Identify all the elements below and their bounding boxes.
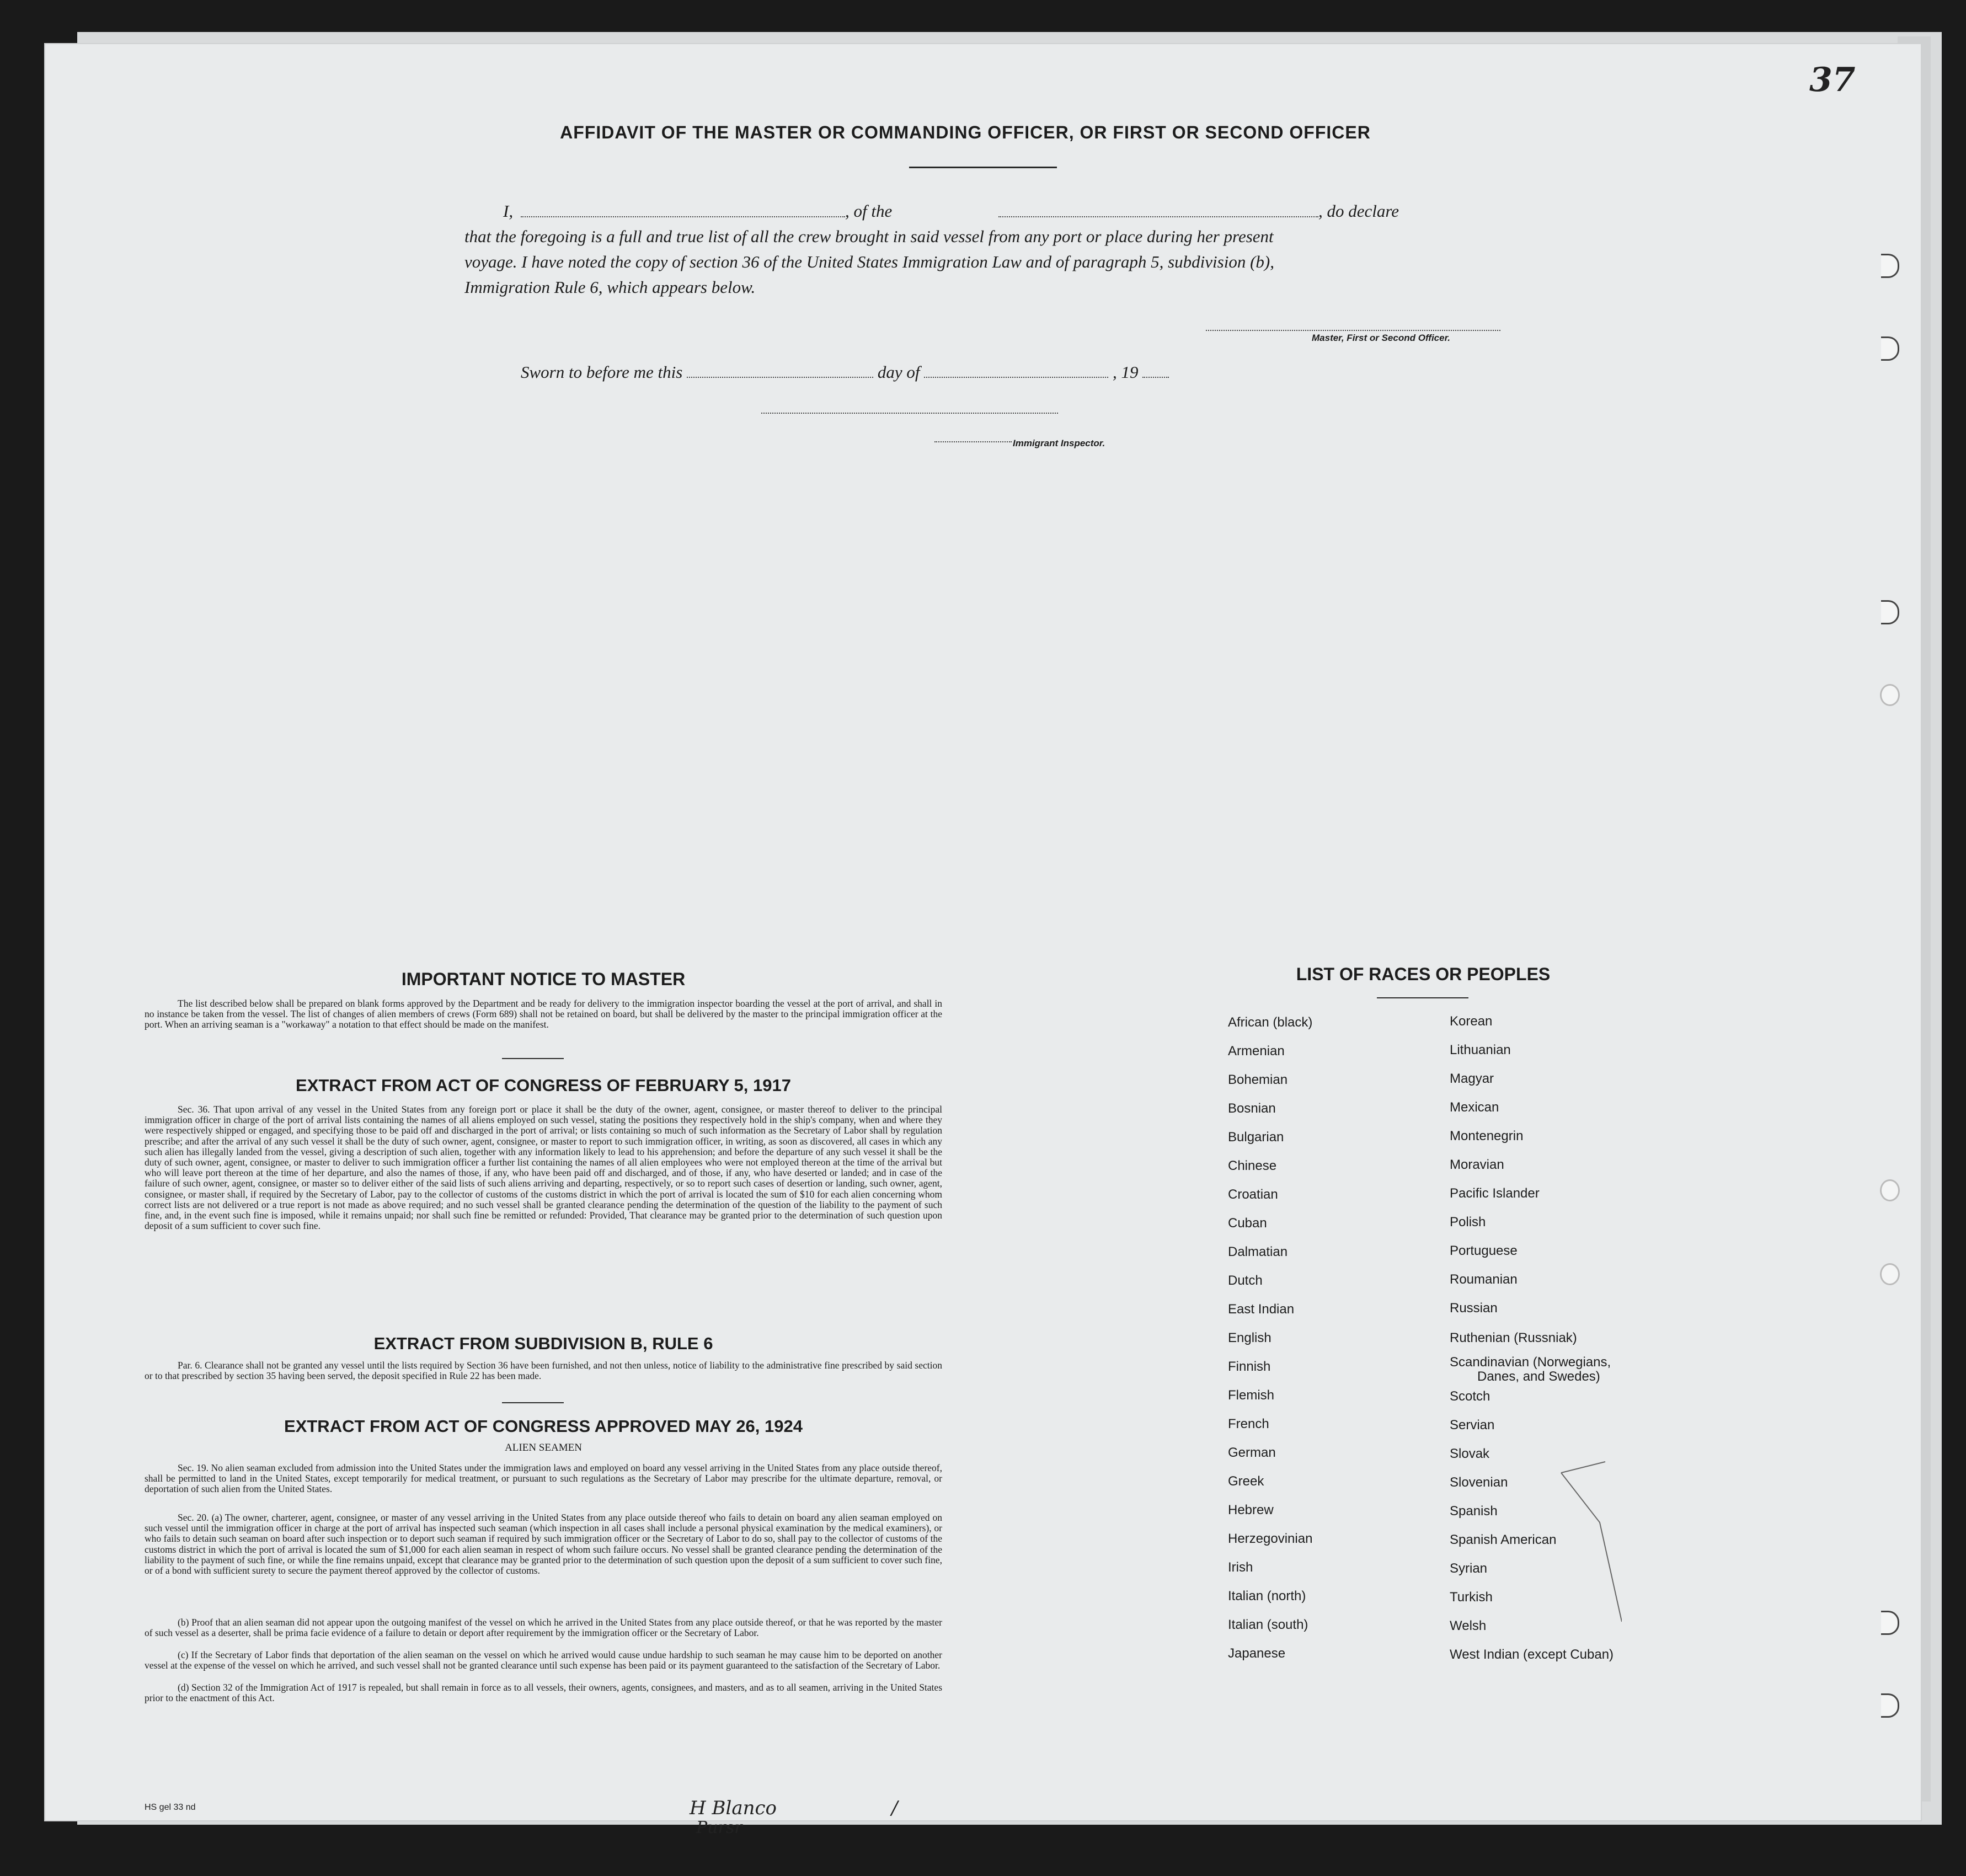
race-item: Dalmatian — [1228, 1244, 1288, 1259]
race-item: German — [1228, 1445, 1276, 1460]
year-blank — [1142, 361, 1169, 378]
rule6-divider — [502, 1402, 564, 1403]
do-declare-label: , do declare — [1318, 201, 1399, 221]
rule6-heading: EXTRACT FROM SUBDIVISION B, RULE 6 — [373, 1334, 713, 1353]
race-item: Scotch — [1450, 1389, 1490, 1404]
race-item: Danes, and Swedes) — [1477, 1369, 1600, 1384]
race-item: Chinese — [1228, 1158, 1277, 1173]
race-item: Slovenian — [1450, 1475, 1508, 1490]
month-blank — [924, 361, 1108, 378]
race-item: Syrian — [1450, 1561, 1488, 1576]
race-item: Croatian — [1228, 1187, 1278, 1202]
race-item: African (black) — [1228, 1015, 1313, 1030]
of-the-label: , of the — [845, 201, 893, 221]
races-heading: LIST OF RACES OR PEOPLES — [1296, 964, 1551, 984]
race-item: East Indian — [1228, 1302, 1295, 1317]
race-item: Scandinavian (Norwegians, — [1450, 1355, 1611, 1370]
race-item: Armenian — [1228, 1044, 1285, 1059]
race-item: Japanese — [1228, 1646, 1286, 1661]
form-identifier: HS gel 33 nd — [145, 1803, 196, 1812]
inspector-short-line — [934, 441, 1012, 442]
handwritten-stroke: / — [891, 1797, 898, 1819]
extract-1924-sec20a: Sec. 20. (a) The owner, charterer, agent, consignee, or master of any vessel arriving in the United States from any place outside thereof who fails to detain on board any alien seaman employed on such vessel until the immigration officer in charge at the port of arrival has inspected such seaman (which inspection in all cases shall include a personal physical examination by the medical examiners), or who fails to detain such seaman on board after such inspection or to deport such seaman if required by such immigration officer or the Secretary of Labor to do so, shall pay to the collector of customs of the customs district in which the port of arrival is located the sum of $1,000 for each alien seaman in respect of whom such failure occurs. No vessel shall be granted clearance pending the determination of the liability to the payment of such fine, or while the fine remains unpaid, except that clearance may be granted prior to the determination of such question upon the deposit of a sum sufficient to cover such fine, or of a bond with sufficient surety to secure the payment thereof approved by the collector of customs. — [145, 1512, 942, 1576]
i-label: I, — [503, 201, 514, 221]
race-item: Ruthenian (Russniak) — [1450, 1330, 1577, 1345]
extract-1924-sec20b: (b) Proof that an alien seaman did not appear upon the outgoing manifest of the vessel on which he arrived in the United States from any place outside thereof, or that he was reported by the master of such vessel as a deserter, shall be prima facie evidence of a failure to detain or deport after requirement by the immigration officer or the Secretary of Labor. — [145, 1617, 942, 1639]
race-item: Russian — [1450, 1301, 1498, 1316]
race-item: Turkish — [1450, 1590, 1493, 1605]
extract-1924-sec19: Sec. 19. No alien seaman excluded from admission into the United States under the immigration laws and employed on board any vessel arriving in the United States from any place outside thereof, shall be permitted to land in the United States, except temporarily for medical treatment, or pursuant to such regulations as the Secretary of Labor may prescribe for the ultimate departure, removal, or deportation of such alien from the United States. — [145, 1462, 942, 1495]
race-item: Montenegrin — [1450, 1129, 1524, 1143]
race-item: Finnish — [1228, 1359, 1271, 1374]
master-signature-label: Master, First or Second Officer. — [1312, 333, 1450, 343]
extract-1917-heading: EXTRACT FROM ACT OF CONGRESS OF FEBRUARY 5, 1917 — [296, 1076, 791, 1095]
race-item: Irish — [1228, 1560, 1253, 1575]
race-item: Mexican — [1450, 1100, 1499, 1115]
race-item: Polish — [1450, 1215, 1486, 1230]
race-item: Servian — [1450, 1418, 1495, 1433]
race-item: French — [1228, 1417, 1269, 1431]
declaration-line-1 — [464, 199, 1502, 224]
corner-handwritten-number: 37 — [1809, 61, 1856, 99]
bleed-through-text — [1578, 138, 1582, 157]
declaration-block — [464, 199, 1502, 300]
handwritten-signature: H Blanco — [690, 1797, 777, 1819]
pencil-mark — [1489, 1456, 1622, 1633]
sworn-line — [521, 361, 1169, 382]
race-item: Flemish — [1228, 1388, 1275, 1403]
binder-hole — [1880, 1263, 1900, 1285]
declaration-line-2: that the foregoing is a full and true list of all the crew brought in said vessel from any port or place during her present — [464, 227, 1274, 246]
name-blank — [521, 201, 845, 217]
affidavit-title: AFFIDAVIT OF THE MASTER OR COMMANDING OFFICER, OR FIRST OR SECOND OFFICER — [560, 122, 1371, 142]
sworn-prefix: Sworn to before me this — [521, 362, 683, 382]
race-item: Portuguese — [1450, 1243, 1518, 1258]
extract-1924-sec20d: (d) Section 32 of the Immigration Act of 1917 is repealed, but shall remain in force as to all vessels, their owners, agents, consignees, and masters, and as to all seamen, arriving in the United States prior to the enactment of this Act. — [145, 1682, 942, 1704]
year-prefix: , 19 — [1112, 362, 1139, 382]
rule6-text: Par. 6. Clearance shall not be granted any vessel until the lists required by Section 36 have been furnished, and not then unless, notice of liability to the administrative fine prescribed by said section or to that prescribed by section 35 having been served, the deposit specified in Rule 22 has been made. — [145, 1360, 942, 1382]
races-divider — [1377, 997, 1468, 998]
notice-heading: IMPORTANT NOTICE TO MASTER — [401, 969, 686, 989]
notice-text: The list described below shall be prepared on blank forms approved by the Department and be ready for delivery to the immigration inspector boarding the vessel at the port of arrival, and shall in no instance be taken from the vessel. The list of changes of alien members of crews (Form 689) shall not be retained on board, but shall be delivered by the master to the principal immigration officer at the port. When an arriving seaman is a "workaway" a notation to that effect should be made on the manifest. — [145, 998, 942, 1030]
extract-1924-subheading: ALIEN SEAMEN — [505, 1442, 582, 1453]
race-item: West Indian (except Cuban) — [1450, 1647, 1614, 1662]
race-item: Bohemian — [1228, 1072, 1288, 1087]
handwritten-title: Pursr — [696, 1818, 742, 1837]
race-item: Herzegovinian — [1228, 1531, 1313, 1546]
race-item: Bulgarian — [1228, 1130, 1284, 1145]
inspector-signature-line — [761, 413, 1058, 414]
vessel-blank — [998, 201, 1318, 217]
extract-1924-sec20c: (c) If the Secretary of Labor finds that deportation of the alien seaman on the vessel on which he arrived would cause undue hardship to such seaman he may cause him to be deported on another vessel at the expense of the vessel on which he arrived, and such vessel shall not be granted clearance until such expense has been paid or its payment guaranteed to the satisfaction of the Secretary of Labor. — [145, 1649, 942, 1671]
race-item: Spanish American — [1450, 1532, 1557, 1547]
race-item: English — [1228, 1330, 1272, 1345]
race-item: Lithuanian — [1450, 1043, 1511, 1057]
day-of-label: day of — [877, 362, 920, 382]
race-item: Bosnian — [1228, 1101, 1276, 1116]
notice-divider — [502, 1058, 564, 1059]
extract-1924-heading: EXTRACT FROM ACT OF CONGRESS APPROVED MAY 26, 1924 — [284, 1417, 803, 1436]
race-item: Slovak — [1450, 1446, 1490, 1461]
race-item: Italian (north) — [1228, 1589, 1306, 1604]
binder-hole — [1880, 684, 1900, 706]
declaration-line-3: voyage. I have noted the copy of section 36 of the United States Immigration Law and of paragraph 5, subdivision (b), — [464, 252, 1274, 271]
race-item: Moravian — [1450, 1157, 1504, 1172]
race-item: Cuban — [1228, 1216, 1267, 1231]
race-item: Greek — [1228, 1474, 1264, 1489]
inspector-label: Immigrant Inspector. — [1013, 438, 1105, 448]
race-item: Roumanian — [1450, 1272, 1518, 1287]
race-item: Italian (south) — [1228, 1617, 1308, 1632]
declaration-line-4: Immigration Rule 6, which appears below. — [464, 277, 756, 297]
race-item: Welsh — [1450, 1618, 1487, 1633]
day-blank — [687, 361, 873, 378]
race-item: Korean — [1450, 1014, 1493, 1029]
race-item: Magyar — [1450, 1071, 1494, 1086]
extract-1917-text: Sec. 36. That upon arrival of any vessel in the United States from any foreign port or place it shall be the duty of the owner, agent, consignee, or master thereof to deliver to the principal immigration officer in charge of the port of arrival lists containing the names of all aliens employed on such vessel, stating the positions they respectively hold in the ship's company, when and where they were respectively shipped or engaged, and specifying those to be paid off and discharged in the port of arrival; or lists containing so much of such information as the Secretary of Labor shall by regulation prescribe; and after the arrival of any such vessel it shall be the duty of such owner, agent, consignee, or master to report to such immigration officer, in writing, as soon as discovered, all cases in which any such alien has illegally landed from the vessel, giving a description of such alien, together with any information likely to lead to his apprehension; and before the departure of any such vessel it shall be the duty of such owner, agent, consignee, or master to deliver to such immigration officer a further list containing the names of all alien employees who were not employed thereon at the time of the arrival but who will leave port thereon at the time of her departure, and also the names of those, if any, who have been paid off and discharged, and of those, if any, who have deserted or landed; and in case of the failure of such owner, agent, consignee, or master so to deliver either of the said lists of such aliens arriving and departing, respectively, or so to report such cases of desertion or landing, such owner, agent, consignee, or master shall, if required by the Secretary of Labor, pay to the collector of customs of the customs district in which the port of arrival is located the sum of $10 for each alien concerning whom correct lists are not delivered or a true report is not made as above required; and no such vessel shall be granted clearance pending the determination of the question of the liability to the payment of such fine, and, in the event such fine is imposed, while it remains unpaid; nor shall such fine be remitted or refunded: Provided, That clearance may be granted prior to the determination of such question upon deposit of a sum sufficient to cover such fine. — [145, 1104, 942, 1232]
master-signature-line — [1206, 330, 1500, 331]
race-item: Hebrew — [1228, 1503, 1274, 1517]
race-item: Pacific Islander — [1450, 1186, 1540, 1201]
race-item: Dutch — [1228, 1273, 1263, 1288]
race-item: Spanish — [1450, 1504, 1498, 1519]
binder-hole — [1880, 1179, 1900, 1201]
title-underline — [909, 167, 1057, 168]
